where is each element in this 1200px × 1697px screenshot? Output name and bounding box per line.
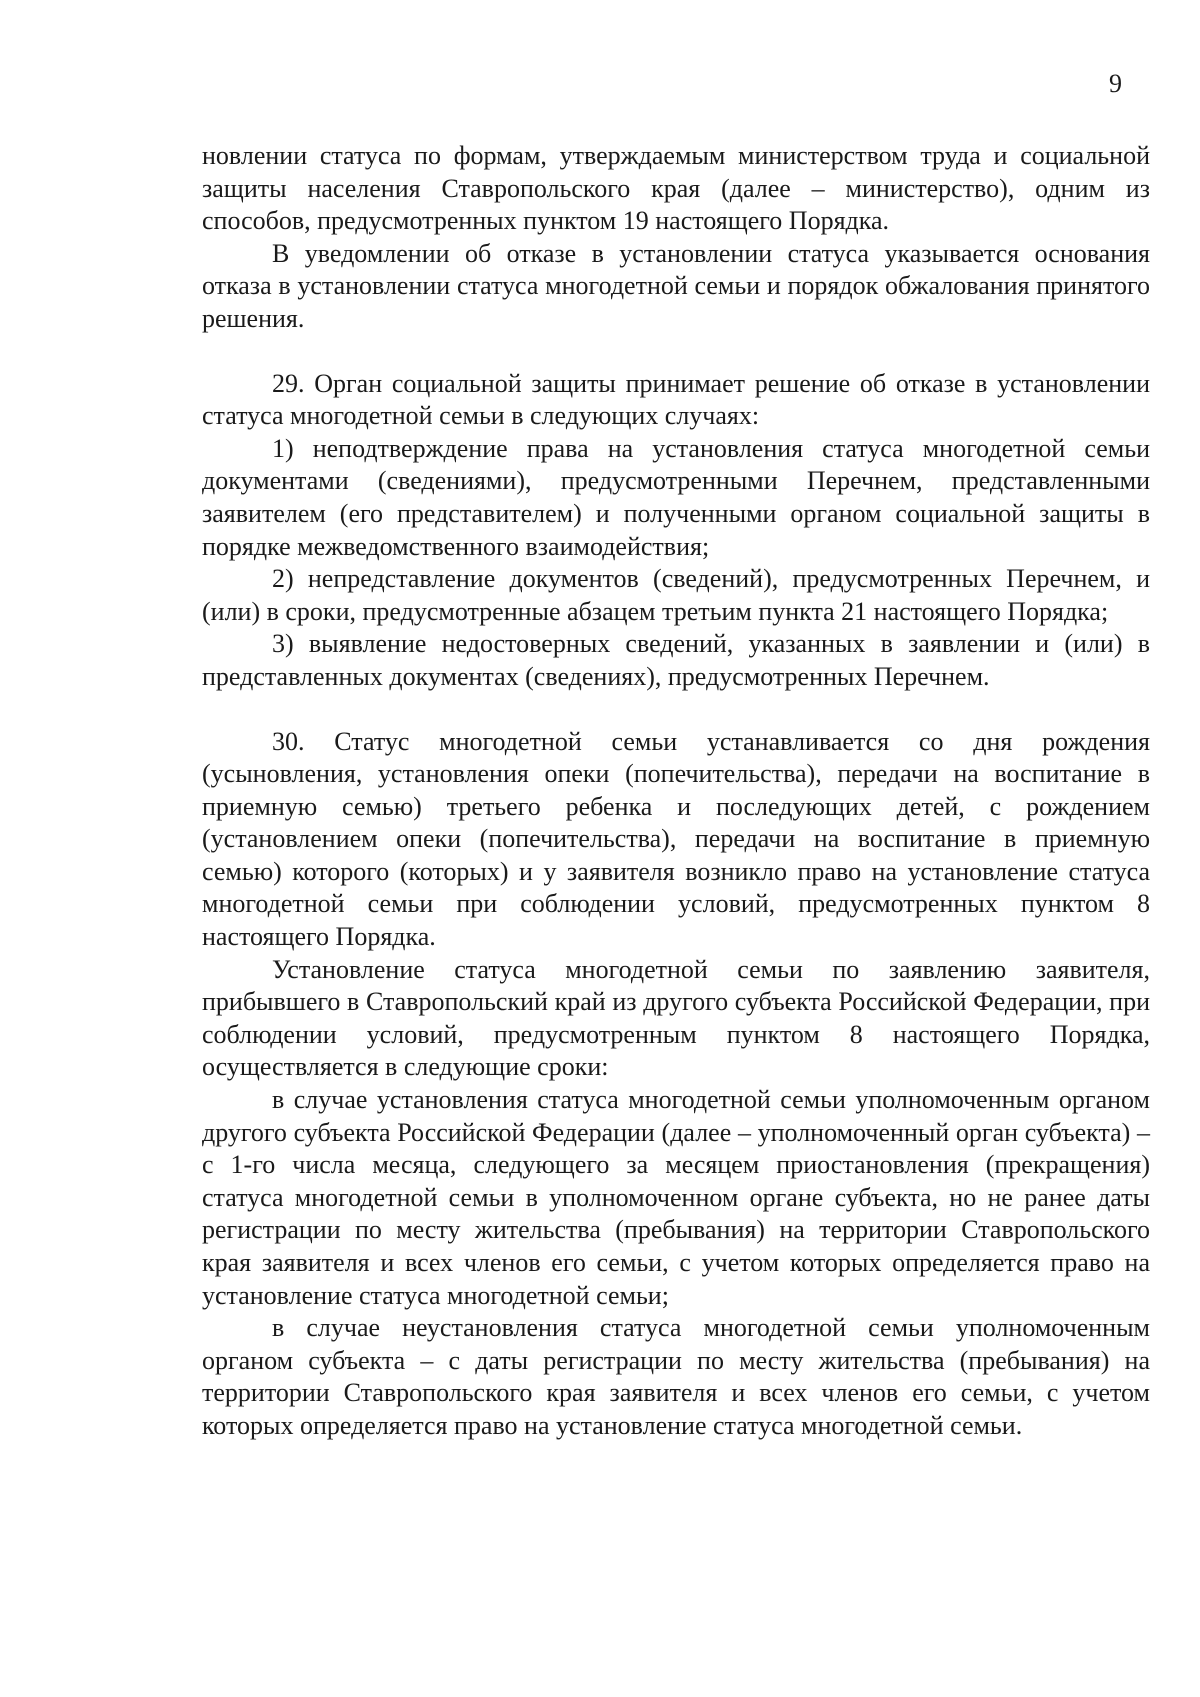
paragraph-case-established: в случае установления статуса многодетной семьи уполномоченным органом другого субъекта Российской Федерации (далее – уполномоченный орган субъекта) – с 1-го числа месяца, следующего за месяцем приостановления (прекращения) статуса многодетной семьи в уполномоченном органе субъекта, но не ранее даты регистрации по месту жительства (пребывания) на территории Ставропольского края заявителя и всех членов его семьи, с учетом которых определяется право на установление статуса многодетной семьи; <box>202 1085 1150 1310</box>
paragraph-item-29-2: 2) непредставление документов (сведений), предусмотренных Перечнем, и (или) в сроки, предусмотренные абзацем третьим пункта 21 настоящего Порядка; <box>202 564 1150 626</box>
paragraph-item-29-1: 1) неподтверждение права на установления статуса многодетной семьи документами (сведениями), предусмотренными Перечнем, представленными заявителем (его представителем) и полученными органом социальной защиты в порядке межведомственного взаимодействия; <box>202 433 1150 561</box>
document-body <box>202 140 1150 1443</box>
page-number: 9 <box>1109 69 1122 98</box>
paragraph-item-30: 30. Статус многодетной семьи устанавливается со дня рождения (усыновления, установления опеки (попечительства), передачи на воспитание в приемную семью) третьего ребенка и последующих детей, с рождением (установлением опеки (попечительства), передачи на воспитание в приемную семью) которого (которых) и у заявителя возникло право на установление статуса многодетной семьи при соблюдении условий, предусмотренных пунктом 8 настоящего Порядка. <box>202 726 1150 952</box>
paragraph-arrival-terms: Установление статуса многодетной семьи по заявлению заявителя, прибывшего в Ставропольский край из другого субъекта Российской Федерации, при соблюдении условий, предусмотренным пунктом 8 настоящего Порядка, осуществляется в следующие сроки: <box>202 954 1150 1082</box>
paragraph-notice-grounds: В уведомлении об отказе в установлении статуса указывается основания отказа в установлении статуса многодетной семьи и порядок обжалования принятого решения. <box>202 238 1150 333</box>
paragraph-item-29-3: 3) выявление недостоверных сведений, указанных в заявлении и (или) в представленных документах (сведениях), предусмотренных Перечнем. <box>202 629 1150 691</box>
paragraph-continuation: новлении статуса по формам, утверждаемым министерством труда и социальной защиты населения Ставропольского края (далее – министерство), одним из способов, предусмотренных пунктом 19 настоящего Порядка. <box>202 141 1150 236</box>
paragraph-case-not-established: в случае неустановления статуса многодетной семьи уполномоченным органом субъекта – с даты регистрации по месту жительства (пребывания) на территории Ставропольского края заявителя и всех членов его семьи, с учетом которых определяется право на установление статуса многодетной семьи. <box>202 1313 1150 1440</box>
paragraph-item-29: 29. Орган социальной защиты принимает решение об отказе в установлении статуса многодетной семьи в следующих случаях: <box>202 368 1150 431</box>
